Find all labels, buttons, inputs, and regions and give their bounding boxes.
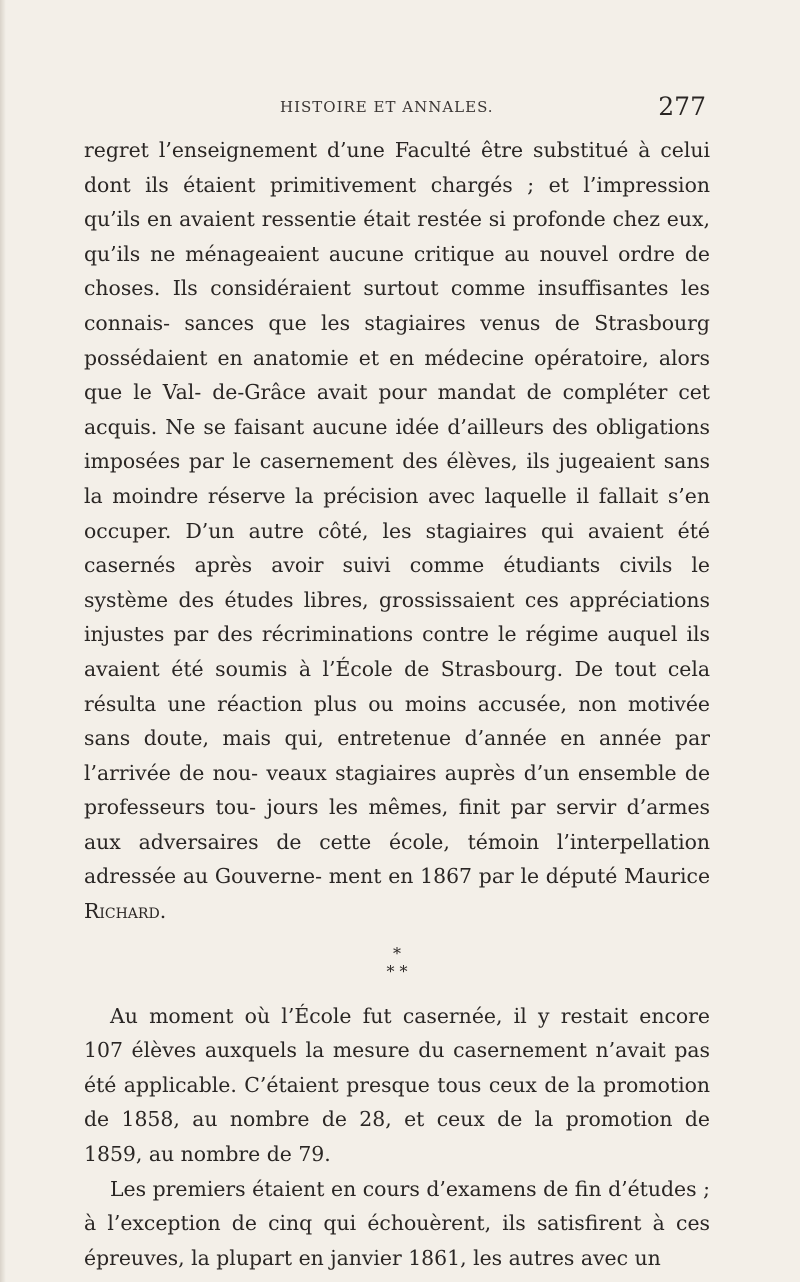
asterism-bottom: * * [386, 961, 408, 981]
section-asterism [84, 945, 710, 981]
text-line: en anatomie et en médecine opératoire, alors que le Val- [84, 345, 710, 405]
text-line: D’un autre côté, les stagiaires qui avaient été casernés [84, 518, 710, 578]
running-title: HISTOIRE ET ANNALES. [280, 98, 494, 116]
text-line: jours les mêmes, finit par servir d’armes aux adversaires de [84, 795, 710, 854]
text-line: par le casernement des élèves, ils jugeaient sans la moindre [84, 449, 711, 508]
text-line: Au moment où l’École fut casernée, il y restait encore [110, 1003, 710, 1028]
text-fragment: ment en 1867 par le député Maurice [328, 864, 711, 889]
text-line: Ils considéraient surtout comme insuffisantes les connais- [84, 276, 710, 335]
text-line: après avoir suivi comme étudiants civils le système des [84, 553, 711, 612]
page-number: 277 [658, 92, 706, 121]
author-name-smallcaps: Richard [84, 899, 160, 924]
paragraph-2 [84, 999, 710, 1172]
text-fragment: . [159, 899, 167, 924]
paragraph-3 [84, 1172, 710, 1276]
text-line: de 1858, au nombre de 28, et ceux de la promotion de [84, 1107, 710, 1132]
text-line: dont ils étaient primitivement chargés ; et l’impression qu’ils [84, 172, 710, 232]
text-line: ne ménageaient aucune critique au nouvel ordre de choses. [84, 241, 710, 301]
text-line: 107 élèves auxquels la mesure du casernement n’avait pas [84, 1038, 710, 1063]
text-line: réserve la précision avec laquelle il fallait s’en occuper. [84, 483, 710, 543]
text-line: soumis à l’École de Strasbourg. De tout cela résulta une [84, 656, 710, 716]
text-line: cette école, témoin l’interpellation adressée au Gouverne- [84, 829, 711, 889]
text-line: sances que les stagiaires venus de Strasbourg possédaient [84, 310, 710, 370]
text-line: épreuves, la plupart en janvier 1861, les autres avec un [84, 1245, 661, 1270]
text-line: été applicable. C’étaient presque tous ceux de la promotion [84, 1072, 710, 1097]
text-line: en avaient ressentie était restée si profonde chez eux, qu’ils [84, 207, 710, 266]
text-line: se faisant aucune idée d’ailleurs des obligations imposées [84, 414, 710, 474]
text-line: des récriminations contre le régime auquel ils avaient été [84, 622, 710, 681]
body-text [84, 133, 710, 1275]
text-line: mais qui, entretenue d’année en année par l’arrivée de nou- [84, 726, 711, 785]
asterism-top: * [393, 943, 401, 963]
text-line: regret l’enseignement d’une Faculté être substitué à celui [84, 138, 710, 162]
text-line: réaction plus ou moins accusée, non motivée sans doute, [84, 691, 710, 751]
running-head [84, 92, 710, 128]
text-line: Les premiers étaient en cours d’examens de fin d’études ; [110, 1176, 710, 1201]
text-line: de-Grâce avait pour mandat de compléter cet acquis. Ne [84, 380, 710, 439]
text-line: à l’exception de cinq qui échouèrent, ils satisfirent à ces [84, 1211, 710, 1236]
paragraph-1 [84, 133, 710, 929]
text-line: études libres, grossissaient ces appréciations injustes par [84, 587, 710, 647]
text-line: 1859, au nombre de 79. [84, 1142, 331, 1167]
text-line: veaux stagiaires auprès d’un ensemble de professeurs tou- [84, 760, 711, 820]
page-gutter-shadow [0, 0, 6, 1282]
